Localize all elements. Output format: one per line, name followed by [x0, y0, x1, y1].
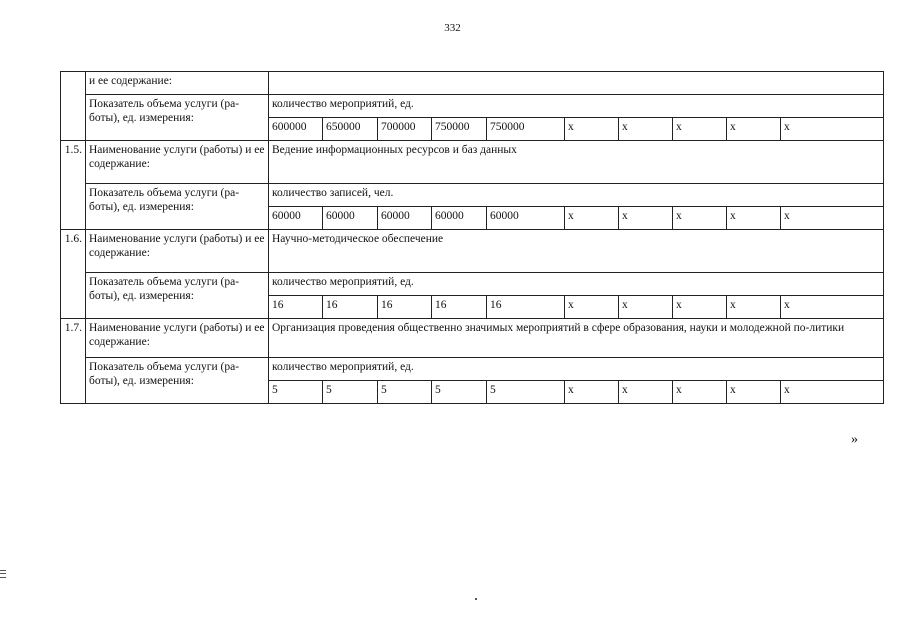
section-number: [61, 72, 86, 141]
indicator-value: х: [619, 381, 673, 404]
indicator-value: х: [673, 118, 727, 141]
indicator-value: х: [619, 118, 673, 141]
unit-value: количество мероприятий, ед.: [269, 95, 884, 118]
table-row: [61, 273, 884, 296]
name-value: Организация проведения общественно значимых мероприятий в сфере образования, науки и молодежной по-литики: [269, 319, 884, 358]
indicator-value: 5: [432, 381, 487, 404]
indicator-value: х: [565, 381, 619, 404]
table-row: [61, 184, 884, 207]
name-label: Наименование услуги (работы) и ее содержание:: [86, 319, 269, 358]
indicator-value: х: [619, 296, 673, 319]
indicator-value: х: [781, 207, 884, 230]
scan-artifact-dot: [475, 598, 477, 600]
indicator-value: 60000: [269, 207, 323, 230]
indicator-value: х: [781, 381, 884, 404]
closing-quote: »: [851, 432, 858, 447]
indicator-value: х: [673, 207, 727, 230]
table-row: [61, 358, 884, 381]
unit-value: количество мероприятий, ед.: [269, 358, 884, 381]
name-value: Ведение информационных ресурсов и баз данных: [269, 141, 884, 184]
indicator-value: 16: [269, 296, 323, 319]
section-number: 1.7.: [61, 319, 86, 404]
table-row: [61, 141, 884, 184]
indicator-value: х: [565, 207, 619, 230]
indicator-value: 5: [378, 381, 432, 404]
indicator-value: 16: [378, 296, 432, 319]
indicator-value: 5: [269, 381, 323, 404]
service-indicators-table: [60, 71, 884, 404]
indicator-label: Показатель объема услуги (ра-боты), ед. измерения:: [86, 273, 269, 319]
name-value: Научно-методическое обеспечение: [269, 230, 884, 273]
name-label: и ее содержание:: [86, 72, 269, 95]
scan-margin-mark: [0, 570, 6, 578]
indicator-value: 16: [432, 296, 487, 319]
indicator-value: х: [727, 118, 781, 141]
indicator-value: 60000: [323, 207, 378, 230]
indicator-value: 600000: [269, 118, 323, 141]
table-row: [61, 95, 884, 118]
unit-value: количество записей, чел.: [269, 184, 884, 207]
indicator-value: х: [727, 207, 781, 230]
unit-value: количество мероприятий, ед.: [269, 273, 884, 296]
page-number: 332: [444, 22, 461, 34]
indicator-value: 650000: [323, 118, 378, 141]
indicator-value: 16: [323, 296, 378, 319]
section-number: 1.6.: [61, 230, 86, 319]
indicator-value: х: [619, 207, 673, 230]
section-number: 1.5.: [61, 141, 86, 230]
indicator-value: х: [673, 296, 727, 319]
name-label: Наименование услуги (работы) и ее содержание:: [86, 230, 269, 273]
indicator-value: х: [727, 381, 781, 404]
indicator-value: 750000: [487, 118, 565, 141]
table-row: [61, 72, 884, 95]
indicator-value: 60000: [432, 207, 487, 230]
indicator-label: Показатель объема услуги (ра-боты), ед. измерения:: [86, 95, 269, 141]
indicator-value: 5: [487, 381, 565, 404]
indicator-value: 700000: [378, 118, 432, 141]
indicator-value: 60000: [487, 207, 565, 230]
indicator-value: 16: [487, 296, 565, 319]
indicator-value: х: [727, 296, 781, 319]
indicator-value: 60000: [378, 207, 432, 230]
name-value: [269, 72, 884, 95]
indicator-label: Показатель объема услуги (ра-боты), ед. измерения:: [86, 184, 269, 230]
indicator-value: 5: [323, 381, 378, 404]
indicator-value: 750000: [432, 118, 487, 141]
indicator-value: х: [673, 381, 727, 404]
name-label: Наименование услуги (работы) и ее содержание:: [86, 141, 269, 184]
indicator-value: х: [781, 118, 884, 141]
table-row: [61, 319, 884, 358]
indicator-value: х: [565, 118, 619, 141]
indicator-value: х: [565, 296, 619, 319]
table-row: [61, 230, 884, 273]
indicator-label: Показатель объема услуги (ра-боты), ед. измерения:: [86, 358, 269, 404]
indicator-value: х: [781, 296, 884, 319]
